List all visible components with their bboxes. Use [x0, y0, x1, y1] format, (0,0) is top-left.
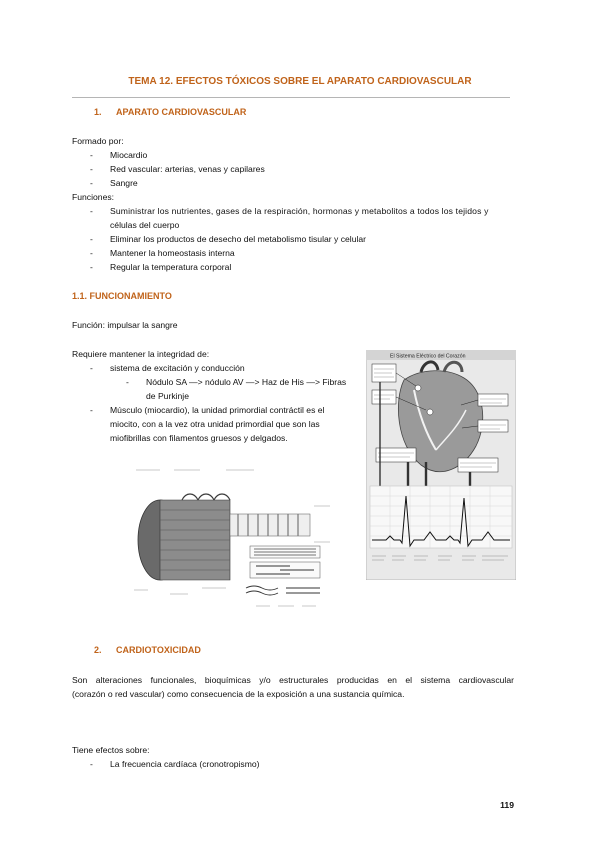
efectos-label: Tiene efectos sobre: — [72, 745, 150, 755]
requiere-text: Requiere mantener la integridad de: — [72, 349, 210, 359]
heart-figure-caption: El Sistema Eléctrico del Corazón — [390, 353, 466, 360]
section-2-number: 2. — [94, 645, 102, 655]
myofibril-figure — [130, 462, 342, 612]
heart-electrical-figure — [366, 350, 516, 580]
requiere-item-2-line2: miocito, con a la vez otra unidad primordial que son las — [110, 419, 320, 429]
section-2-title: CARDIOTOXICIDAD — [116, 645, 201, 655]
funciones-item-1-cont: células del cuerpo — [110, 220, 180, 230]
section-1-heading — [94, 107, 246, 117]
funciones-item-4: - Regular la temperatura corporal — [90, 262, 232, 272]
section-1-title: APARATO CARDIOVASCULAR — [116, 107, 247, 117]
section-2-heading — [94, 645, 201, 655]
section-1-1-heading: 1.1. FUNCIONAMIENTO — [72, 291, 172, 301]
formado-item-2: - Red vascular: arterias, venas y capilares — [90, 164, 265, 174]
requiere-item-1: - sistema de excitación y conducción — [90, 363, 245, 373]
muscle-fiber-illustration — [130, 462, 342, 612]
title-divider — [72, 97, 510, 98]
requiere-item-2: - Músculo (miocardio), la unidad primordial contráctil es el — [90, 405, 325, 415]
requiere-subitem: - Nódulo SA —> nódulo AV —> Haz de His —> Fibras — [126, 377, 347, 387]
formado-item-1: - Miocardio — [90, 150, 148, 160]
heart-illustration — [366, 350, 516, 580]
formado-item-3: - Sangre — [90, 178, 138, 188]
requiere-subitem-cont: de Purkinje — [146, 391, 189, 401]
funcion-text: Función: impulsar la sangre — [72, 320, 178, 330]
funciones-item-3: - Mantener la homeostasis interna — [90, 248, 235, 258]
section-1-number: 1. — [94, 107, 102, 117]
cardiotox-paragraph-line2: (corazón o red vascular) como consecuencia de la exposición a una sustancia química. — [72, 689, 405, 699]
requiere-item-2-line3: miofibrillas con filamentos gruesos y delgados. — [110, 433, 288, 443]
page-number: 119 — [500, 800, 514, 810]
formado-label: Formado por: — [72, 136, 124, 146]
document-title: TEMA 12. EFECTOS TÓXICOS SOBRE EL APARATO CARDIOVASCULAR — [128, 76, 472, 87]
funciones-item-2: - Eliminar los productos de desecho del metabolismo tisular y celular — [90, 234, 367, 244]
funciones-item-1: - Suministrar los nutrientes, gases de la respiración, hormonas y metabolitos a todos los tejidos y — [90, 206, 489, 216]
cardiotox-paragraph-line1: Son alteraciones funcionales, bioquímicas y/o estructurales producidas en el sistema cardiovascular — [72, 675, 514, 685]
funciones-label: Funciones: — [72, 192, 115, 202]
efectos-item-1: - La frecuencia cardíaca (cronotropismo) — [90, 759, 260, 769]
